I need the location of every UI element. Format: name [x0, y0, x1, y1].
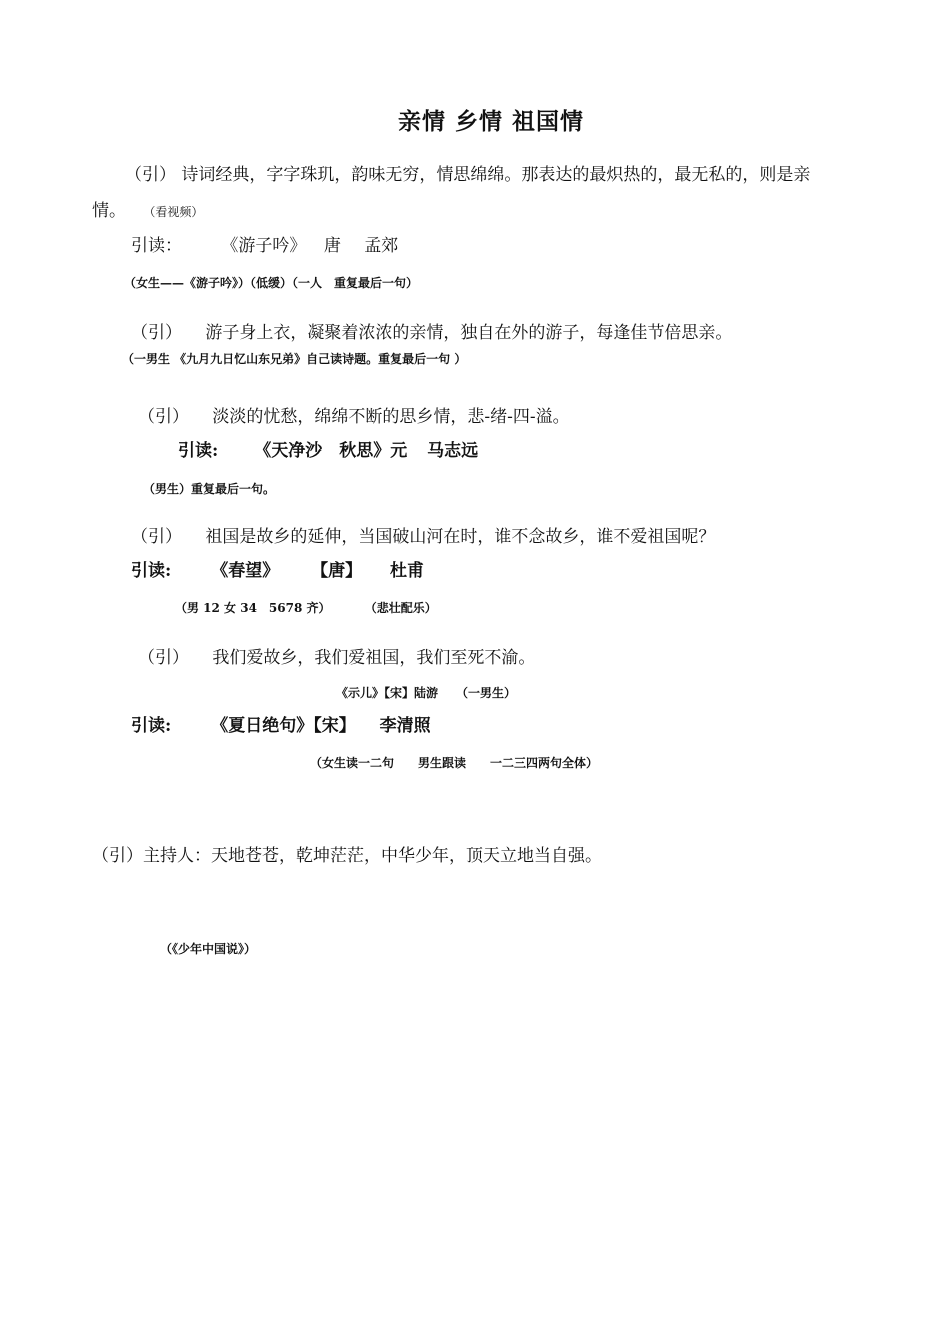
reading-note-4b: （悲壮配乐）	[364, 601, 437, 615]
reading-note-4a: （男 12 女 34 5678 齐）	[175, 601, 331, 615]
poem-title: 《夏日绝句》【宋】	[211, 716, 356, 736]
lead-label: 引读:	[131, 716, 172, 736]
poem-title: 《游子吟》	[221, 236, 307, 256]
yin-marker: （引）	[138, 648, 189, 668]
reading-note-5-center: 《示儿》【宋】陆游 （一男生）	[336, 686, 517, 700]
video-note: （看视频）	[143, 205, 204, 219]
lead-label: 引读：	[131, 236, 182, 256]
reading-note-5: （女生读一二句 男生跟读 一二三四两句全体）	[310, 756, 599, 770]
intro-paragraph-5	[138, 645, 535, 671]
reading-note-3: （男生）重复最后一句。	[143, 482, 276, 496]
lead-reading-1	[131, 233, 398, 259]
poem-author: 马志远	[427, 441, 479, 461]
intro-text: 游子身上衣，凝聚着浓浓的亲情，独自在外的游子，每逢佳节倍思亲。	[205, 323, 733, 343]
poem-title: 《天净沙 秋思》元	[254, 441, 408, 461]
reading-note-2: （一男生 《九月九日忆山东兄弟》自己读诗题。重复最后一句 ）	[122, 352, 467, 366]
intro-text: 祖国是故乡的延伸，当国破山河在时，谁不念故乡，谁不爱祖国呢？	[205, 527, 716, 547]
intro-paragraph-2	[131, 320, 732, 346]
intro-line2: 情。	[92, 201, 126, 221]
reading-note-4	[175, 599, 437, 616]
page-title: 亲情 乡情 祖国情	[398, 109, 585, 135]
poem-dynasty: 唐	[323, 236, 341, 256]
intro-text: 淡淡的忧愁，绵绵不断的思乡情，悲-绪-四-溢。	[212, 407, 570, 427]
yin-marker: （引）	[131, 527, 182, 547]
lead-label: 引读:	[131, 561, 172, 581]
intro-paragraph-1-cont	[92, 198, 203, 225]
poem-title: 《春望》	[211, 561, 280, 581]
intro-paragraph-4	[131, 524, 715, 550]
reading-note-6: （《少年中国说》）	[160, 942, 257, 956]
intro-text: 我们爱故乡，我们爱祖国，我们至死不渝。	[212, 648, 536, 668]
poem-author: 孟郊	[364, 236, 399, 256]
poem-author: 杜甫	[390, 561, 425, 581]
lead-reading-4	[131, 558, 424, 584]
yin-marker: （引）	[131, 323, 182, 343]
lead-reading-3	[178, 438, 478, 464]
poem-dynasty: 【唐】	[311, 561, 363, 581]
host-paragraph: （引）主持人：天地苍苍，乾坤茫茫，中华少年，顶天立地当自强。	[92, 846, 602, 866]
intro-paragraph-1: （引） 诗词经典，字字珠玑，韵味无穷，情思绵绵。那表达的最炽热的，最无私的，则是亲	[125, 165, 811, 185]
lead-reading-5	[131, 713, 431, 739]
poem-author: 李清照	[379, 716, 431, 736]
intro-paragraph-3	[138, 404, 570, 430]
reading-note-1: （女生——《游子吟》）（低缓）（一人 重复最后一句）	[124, 276, 419, 290]
yin-marker: （引）	[138, 407, 189, 427]
lead-label: 引读:	[178, 441, 219, 461]
